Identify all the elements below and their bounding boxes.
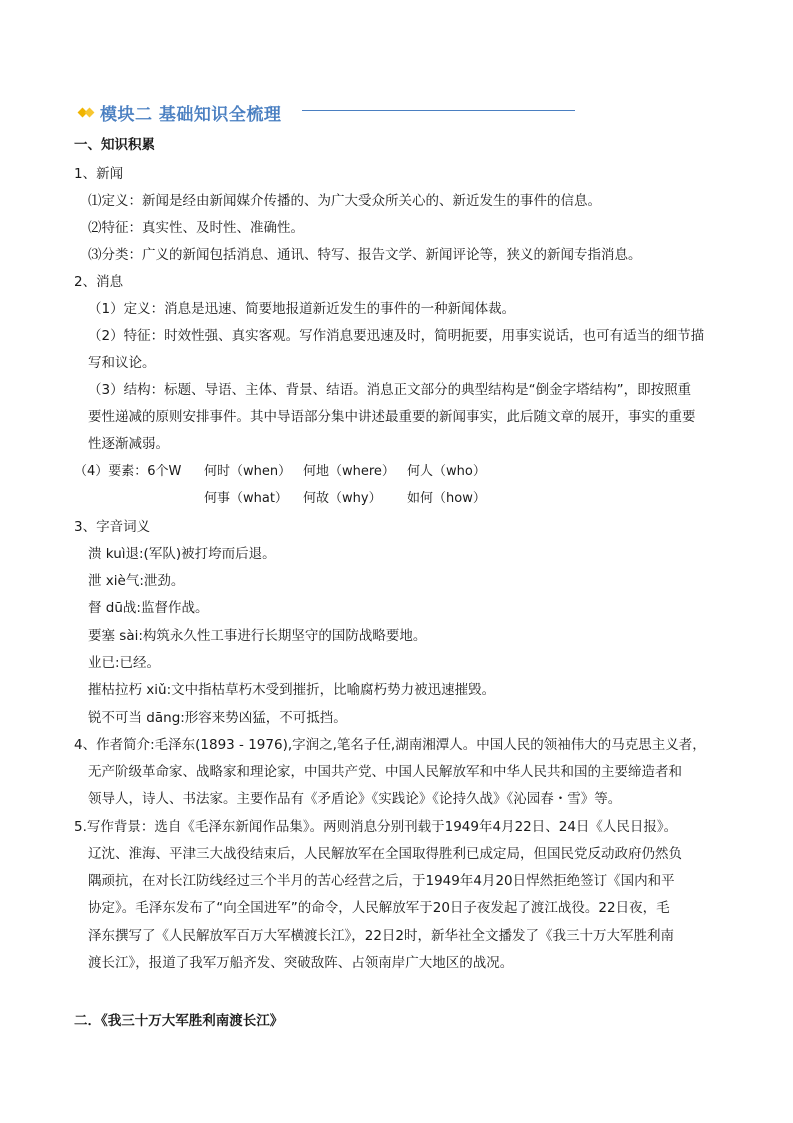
module-header [78, 100, 281, 125]
news-feature: ⑵特征：真实性、及时性、准确性。 [88, 220, 304, 236]
diamond-bullet-icon [78, 106, 96, 120]
xiaoxi-feature-line: 写和议论。 [88, 355, 156, 371]
vocab-item: 溃 kuì退:(军队)被打垮而后退。 [88, 546, 276, 562]
background-line: 辽沈、淮海、平津三大战役结束后，人民解放军在全国取得胜利已成定局，但国民党反动政府仍然负 [88, 846, 682, 862]
vocab-item: 泄 xiè气:泄劲。 [88, 573, 185, 589]
module-title: 模块二 基础知识全梳理 [100, 105, 282, 125]
background-line: 协定》。毛泽东发布了“向全国进军”的命令，人民解放军于20日子夜发起了渡江战役。22日夜，毛 [88, 900, 670, 916]
background-line: 5.写作背景：选自《毛泽东新闻作品集》。两则消息分别刊载于1949年4月22日、24日《人民日报》。 [74, 819, 678, 835]
element-where: 何地（where） [303, 464, 395, 479]
background-line: 渡长江》，报道了我军万船齐发、突破敌阵、占领南岸广大地区的战况。 [88, 955, 514, 971]
element-when: 何时（when） [204, 464, 292, 479]
xiaoxi-structure-line: 性逐渐减弱。 [88, 436, 169, 452]
xiaoxi-structure-line: 要性递减的原则安排事件。其中导语部分集中讲述最重要的新闻事实，此后随文章的展开，事实的重要 [88, 409, 696, 425]
vocab-item: 督 dū战:监督作战。 [88, 600, 209, 616]
vocab-item: 要塞 sài:构筑永久性工事进行长期坚守的国防战略要地。 [88, 628, 427, 644]
xiaoxi-definition: （1）定义：消息是迅速、简要地报道新近发生的事件的一种新闻体裁。 [88, 301, 516, 317]
section-2-heading: 二．《我三十万大军胜利南渡长江》 [74, 1013, 284, 1029]
element-what: 何事（what） [204, 491, 288, 506]
vocab-item: 摧枯拉朽 xiǔ:文中指枯草朽木受到摧折，比喻腐朽势力被迅速摧毁。 [88, 682, 496, 698]
element-how: 如何（how） [407, 491, 486, 506]
author-line: 领导人，诗人、书法家。主要作品有《矛盾论》《实践论》《论持久战》《沁园春・雪》等。 [88, 791, 622, 807]
vocab-title: 3、字音词义 [74, 519, 151, 535]
element-why: 何故（why） [303, 491, 382, 506]
author-line: 4、作者简介:毛泽东(1893 - 1976),字润之,笔名子任,湖南湘潭人。中国人民的领袖伟大的马克思主义者， [74, 737, 706, 753]
vocab-item: 业已:已经。 [88, 655, 161, 671]
module-title-rule [302, 110, 575, 111]
background-line: 隅顽抗，在对长江防线经过三个半月的苦心经营之后，于1949年4月20日悍然拒绝签订《国内和平 [88, 873, 675, 889]
section-1-heading: 一、知识积累 [74, 137, 155, 153]
element-who: 何人（who） [407, 464, 486, 479]
elements-label: （4）要素：6个W [74, 464, 182, 479]
background-line: 泽东撰写了《人民解放军百万大军横渡长江》，22日2时，新华社全文播发了《我三十万大军胜利南 [88, 928, 675, 944]
vocab-item: 锐不可当 dāng:形容来势凶猛，不可抵挡。 [88, 710, 347, 726]
news-category: ⑶分类：广义的新闻包括消息、通讯、特写、报告文学、新闻评论等，狭义的新闻专指消息。 [88, 247, 642, 263]
news-title: 1、新闻 [74, 166, 124, 182]
xiaoxi-feature-line: （2）特征：时效性强、真实客观。写作消息要迅速及时，简明扼要，用事实说话，也可有适当的细节描 [88, 328, 705, 344]
author-line: 无产阶级革命家、战略家和理论家，中国共产党、中国人民解放军和中华人民共和国的主要缔造者和 [88, 764, 682, 780]
news-definition: ⑴定义：新闻是经由新闻媒介传播的、为广大受众所关心的、新近发生的事件的信息。 [88, 193, 601, 209]
xiaoxi-structure-line: （3）结构：标题、导语、主体、背景、结语。消息正文部分的典型结构是“倒金字塔结构”，即按照重 [88, 382, 692, 398]
xiaoxi-title: 2、消息 [74, 274, 124, 290]
